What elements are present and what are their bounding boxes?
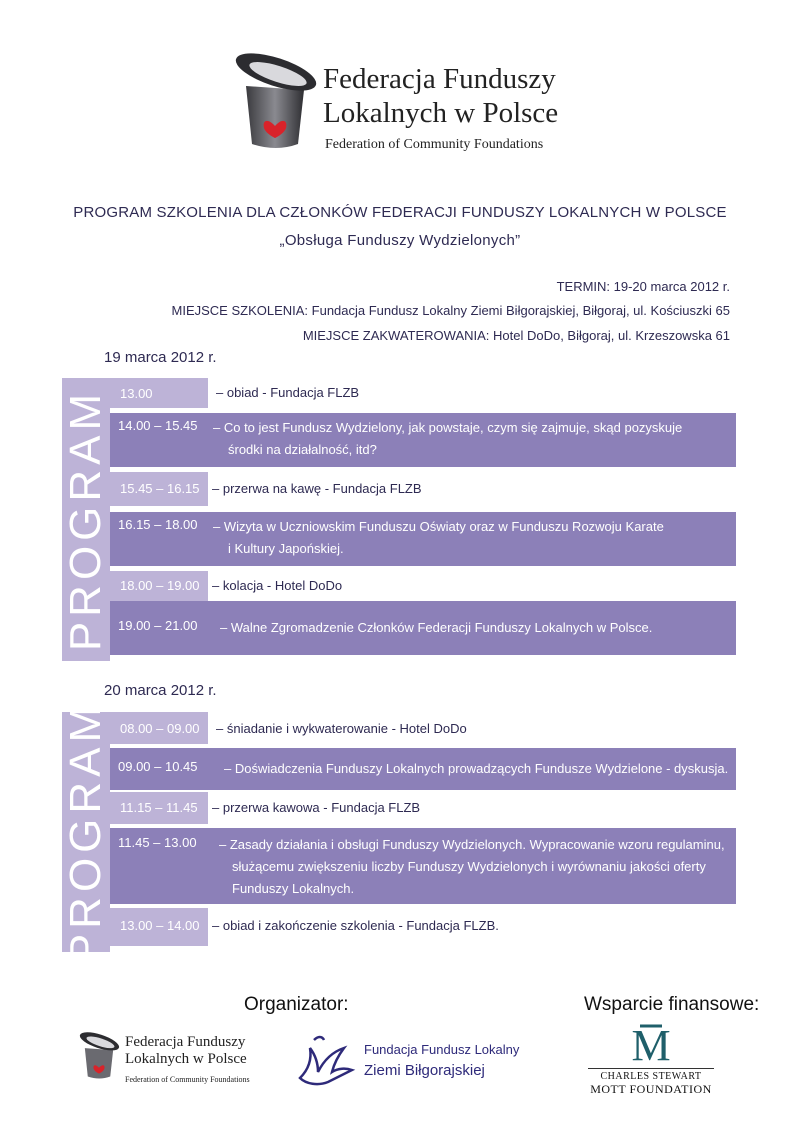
footer-hat-logo-icon <box>78 1030 120 1082</box>
time-label: 14.00 – 15.45 <box>118 418 198 433</box>
time-label: 16.15 – 18.00 <box>118 517 198 532</box>
program-vertical-label: PROGRAM <box>61 700 110 964</box>
dove-logo-icon <box>294 1030 356 1088</box>
time-label: 08.00 – 09.00 <box>120 721 200 736</box>
schedule-row <box>208 792 728 824</box>
schedule-row <box>208 712 728 744</box>
schedule-desc-cont: i Kultury Japońskiej. <box>228 541 344 556</box>
time-cell <box>110 792 208 824</box>
logo-title <box>323 62 558 130</box>
schedule-row <box>208 571 728 601</box>
schedule-row <box>208 378 728 408</box>
time-cell <box>110 571 208 601</box>
schedule-desc: – przerwa na kawę - Fundacja FLZB <box>212 481 422 496</box>
svg-text:M: M <box>631 1021 671 1068</box>
time-cell <box>110 378 208 408</box>
logo-title-line2: Lokalnych w Polsce <box>323 97 559 129</box>
program-sidebar-day1 <box>62 378 110 661</box>
info-zakwaterowanie: MIEJSCE ZAKWATEROWANIA: Hotel DoDo, Biłgoraj, ul. Krzeszowska 61 <box>302 328 730 343</box>
time-label: 11.15 – 11.45 <box>120 800 198 815</box>
schedule-desc: – Zasady działania i obsługi Funduszy Wydzielonych. Wypracowanie wzoru regulaminu, <box>219 837 725 852</box>
schedule-row <box>110 601 736 655</box>
day1-date: 19 marca 2012 r. <box>104 349 217 366</box>
schedule-row <box>110 413 736 467</box>
time-label: 18.00 – 19.00 <box>120 578 200 593</box>
footer-fflp-logo-text <box>125 1034 247 1068</box>
time-label: 13.00 – 14.00 <box>120 918 200 933</box>
schedule-desc: – śniadanie i wykwaterowanie - Hotel DoDo <box>216 721 467 736</box>
schedule-desc: – Co to jest Fundusz Wydzielony, jak powstaje, czym się zajmuje, skąd pozyskuje <box>213 420 683 435</box>
schedule-row <box>208 472 728 506</box>
schedule-row <box>110 828 736 904</box>
time-cell <box>110 712 208 744</box>
top-hat-logo-icon <box>232 52 318 152</box>
info-termin: TERMIN: 19-20 marca 2012 r. <box>556 279 730 294</box>
schedule-row <box>110 748 736 790</box>
footer-fflp-sub: Federation of Community Foundations <box>125 1075 250 1084</box>
fundacja-name-line1: Fundacja Fundusz Lokalny <box>364 1042 520 1057</box>
schedule-desc-cont: służącemu zwiększeniu liczby Funduszy Wydzielonych i wyrównaniu jakości oferty <box>232 859 706 874</box>
schedule-desc: – Walne Zgromadzenie Członków Federacji Funduszy Lokalnych w Polsce. <box>220 620 653 635</box>
organizer-label: Organizator: <box>244 994 349 1015</box>
schedule-desc: – kolacja - Hotel DoDo <box>212 578 343 593</box>
program-sidebar-day2 <box>61 700 110 964</box>
logo-subtitle: Federation of Community Foundations <box>325 137 544 152</box>
mott-line2: MOTT FOUNDATION <box>590 1082 712 1096</box>
schedule-desc: – obiad - Fundacja FLZB <box>216 385 360 400</box>
program-subtitle: „Obsługa Funduszy Wydzielonych” <box>279 232 521 249</box>
support-label: Wsparcie finansowe: <box>584 994 760 1015</box>
schedule-row <box>110 512 736 566</box>
logo-title-line1: Federacja Funduszy <box>323 63 556 95</box>
program-vertical-label: PROGRAM <box>61 388 110 651</box>
schedule-desc-cont: Funduszy Lokalnych. <box>232 881 355 896</box>
time-label: 13.00 <box>120 386 153 401</box>
time-label: 19.00 – 21.00 <box>118 618 198 633</box>
schedule-row <box>208 908 728 946</box>
fundacja-name-line2: Ziemi Biłgorajskiej <box>364 1062 485 1079</box>
mott-monogram-icon <box>620 1020 682 1068</box>
footer-fflp-line2: Lokalnych w Polsce <box>125 1051 247 1067</box>
program-title: PROGRAM SZKOLENIA DLA CZŁONKÓW FEDERACJI FUNDUSZY LOKALNYCH W POLSCE <box>73 204 727 221</box>
time-cell <box>110 472 208 506</box>
schedule-desc: – obiad i zakończenie szkolenia - Fundacja FLZB. <box>212 918 499 933</box>
schedule-desc: – przerwa kawowa - Fundacja FLZB <box>212 800 421 815</box>
time-label: 15.45 – 16.15 <box>120 481 200 496</box>
schedule-desc: – Wizyta w Uczniowskim Funduszu Oświaty oraz w Funduszu Rozwoju Karate <box>213 519 664 534</box>
schedule-desc: – Doświadczenia Funduszy Lokalnych prowadzących Fundusze Wydzielone - dyskusja. <box>224 761 729 776</box>
schedule-desc-cont: środki na działalność, itd? <box>228 442 377 457</box>
footer-fflp-line1: Federacja Funduszy <box>125 1034 246 1050</box>
info-miejsce: MIEJSCE SZKOLENIA: Fundacja Fundusz Lokalny Ziemi Biłgorajskiej, Biłgoraj, ul. Kościuszki 65 <box>171 303 730 318</box>
day2-date: 20 marca 2012 r. <box>104 682 217 699</box>
time-label: 11.45 – 13.00 <box>118 835 197 850</box>
time-cell <box>110 908 208 946</box>
time-label: 09.00 – 10.45 <box>118 759 198 774</box>
mott-line1: CHARLES STEWART <box>588 1068 714 1082</box>
